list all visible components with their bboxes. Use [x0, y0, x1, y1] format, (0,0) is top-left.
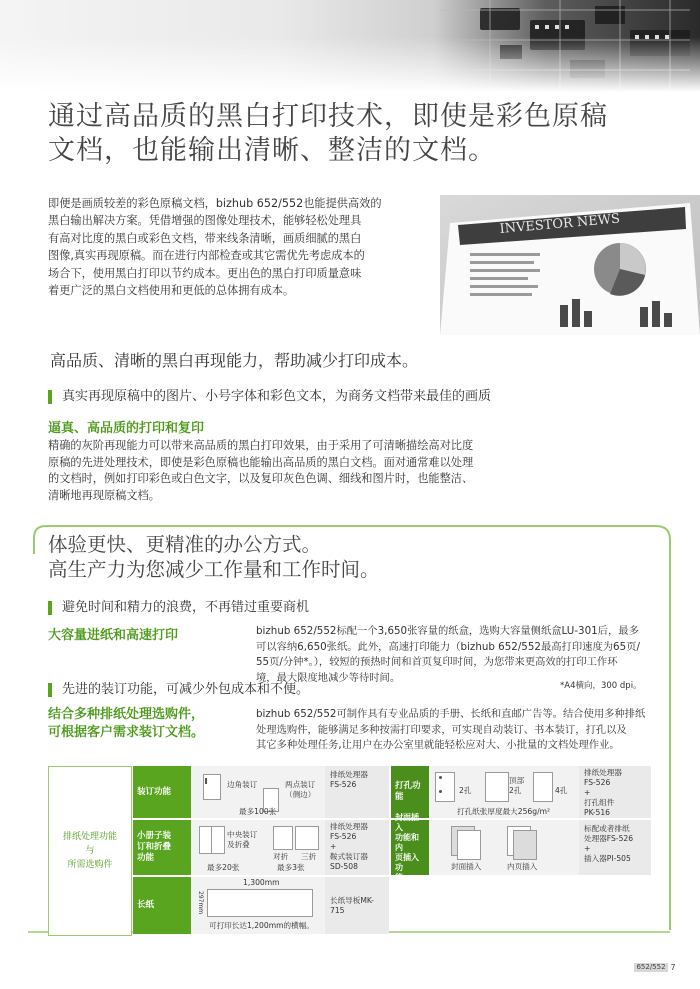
- option-line: 处理器FS-526: [584, 834, 634, 843]
- header-photo: [0, 0, 700, 92]
- intro-line: 即便是画质较差的彩色原稿文档，bizhub 652/552也能提供高效的: [48, 197, 382, 210]
- footer-page-number: 7: [670, 963, 676, 972]
- staple-illustration: [191, 766, 325, 818]
- option-line: PK-516: [584, 808, 610, 817]
- label-line: 功能和内: [395, 832, 419, 852]
- paragraph-line: 可以容纳6,650张纸。此外，高速打印能力（bizhub 652/552最高打印速度为65页/: [256, 640, 640, 653]
- banner-caption: 可打印长达1,200mm的横幅。: [209, 921, 314, 930]
- label-staple: 装订功能: [133, 766, 191, 818]
- footer-model: 652/552: [634, 963, 668, 972]
- booklet-illustration: [191, 820, 325, 875]
- section-title-line-1: 体验更快、更精准的办公方式。: [48, 533, 322, 556]
- paragraph-line: 其它多种处理任务,让用户在办公室里就能轻松应对大、小批量的文档处理作业。: [256, 739, 620, 752]
- table-left-label: [48, 766, 132, 936]
- punch-option: [579, 766, 651, 818]
- label-line: 页插入功: [395, 852, 419, 872]
- banner-option: 长纸导板MK-715: [325, 877, 389, 934]
- four-hole-text: 4孔: [555, 786, 568, 795]
- intro-line: 图像,真实再现原稿。而在进行内部检查或其它需优先考虑成本的: [48, 249, 365, 263]
- intro-line: 有高对比度的黑白或彩色文档，带来线条清晰，画质细腻的黑白: [48, 231, 362, 245]
- paragraph-line: 清晰地再现原稿文档。: [48, 488, 160, 502]
- staple-max-text: 最多100张: [239, 807, 277, 816]
- paragraph-line: 精确的灰阶再现能力可以带来高品质的黑白打印效果，由于采用了可清晰描绘高对比度: [48, 439, 474, 452]
- newsletter-masthead: INVESTOR NEWS: [499, 211, 621, 237]
- paragraph-line: 55页/分钟*。），较短的预热时间和首页复印时间，为您带来更高效的打印工作环: [256, 656, 618, 669]
- label-line: 小册子装: [137, 831, 172, 841]
- label-banner: 长纸: [133, 877, 191, 934]
- left-label-line: 排纸处理功能: [62, 832, 117, 842]
- banner-illustration: [191, 877, 325, 934]
- section-subtitle-finishing: 先进的装订功能，可减少外包成本和不便。: [48, 683, 309, 697]
- staple-option: [325, 766, 389, 818]
- label-insert: [391, 812, 429, 882]
- page-title: [48, 100, 608, 168]
- option-line: +: [584, 788, 591, 797]
- booklet-max3-text: 最多3张: [277, 863, 305, 872]
- paragraph-line: bizhub 652/552可制作具有专业品质的手册、长纸和直邮广告等。结合使用多种排纸: [256, 708, 646, 720]
- page-title-line-2: 文档，也能输出清晰、整洁的文档。: [48, 135, 496, 166]
- label-booklet: [133, 820, 191, 875]
- paragraph-line: 的文档时，例如打印彩色或白色文字，以及复印灰色色调、细线和图片时，也能整洁、: [48, 472, 474, 485]
- option-line: 插入器PI-505: [584, 854, 631, 863]
- option-line: FS-526: [330, 832, 357, 841]
- intro-paragraph: [48, 195, 424, 299]
- intro-line: 场合下，使用黑白打印以节约成本。更出色的黑白打印质量意味: [48, 266, 362, 280]
- intro-line: 着更广泛的黑白文档使用和更低的总体拥有成本。: [48, 284, 295, 298]
- option-line: SD-508: [330, 862, 358, 871]
- banner-height-text: 297mm: [197, 891, 204, 915]
- option-line: +: [584, 844, 591, 853]
- booklet-max20-text: 最多20张: [207, 863, 240, 872]
- paragraph-line: 原稿的先进处理技术，即使是彩色原稿也能输出高品质的黑白文档。面对通常难以处理: [48, 455, 474, 469]
- corner-staple-text: 边角装订: [227, 780, 258, 789]
- quality-paragraph: [48, 438, 548, 504]
- section-subtitle-time: 避免时间和精力的浪费，不再错过重要商机: [48, 601, 309, 615]
- insert-illustration: [429, 820, 579, 875]
- cover-insert-text: 封面插入: [451, 862, 482, 871]
- footnote: *A4横向，300 dpi。: [560, 681, 642, 691]
- section-title-productivity: [48, 532, 380, 582]
- heading-paper-capacity: 大容量进纸和高速打印: [48, 628, 179, 643]
- center-line: 中央装订: [227, 830, 258, 839]
- half-fold-text: 对折: [273, 852, 289, 861]
- option-line: +: [330, 842, 337, 851]
- section-title-line-2: 高生产力为您减少工作量和工作时间。: [48, 558, 380, 581]
- label-line: 封面插入: [395, 812, 419, 832]
- option-line: FS-526: [584, 778, 611, 787]
- page-footer: [634, 963, 676, 972]
- option-line: 鞍式装订器: [330, 852, 368, 861]
- booklet-option: [325, 820, 389, 875]
- heading-finishing: [48, 706, 204, 742]
- label-line: 功能: [137, 853, 155, 863]
- inner-insert-text: 内页插入: [507, 862, 538, 871]
- tri-fold-text: 三折: [301, 852, 317, 861]
- label-line: 能: [395, 872, 403, 882]
- option-line: 标配或者排纸: [584, 824, 630, 833]
- page-title-line-1: 通过高品质的黑白打印技术，即使是彩色原稿: [48, 101, 608, 132]
- paragraph-line: 处理选购件，能够满足多种按需打印要求，可实现自动装订、书本装订，打孔以及: [256, 723, 627, 736]
- two-point-staple-text: [285, 780, 315, 800]
- top-two-hole-line: 2孔: [509, 786, 522, 795]
- option-line: 排纸处理器: [330, 770, 368, 779]
- paragraph-line: bizhub 652/552标配一个3,650张容量的纸盒，选购大容量侧纸盒LU-301后，最多: [256, 625, 639, 637]
- left-label-line: 与: [85, 846, 95, 856]
- paragraph-line: 境，最大限度地减少等待时间。: [256, 671, 401, 684]
- center-staple-text: [227, 830, 257, 850]
- label-line: 订和折叠: [137, 842, 172, 852]
- insert-option: [579, 820, 651, 875]
- banner-width-text: 1,300mm: [243, 878, 280, 887]
- two-point-line: （侧边）: [285, 790, 316, 799]
- intro-line: 黑白输出解决方案。凭借增强的图像处理技术，能够轻松处理具: [48, 214, 362, 228]
- left-label-line: 所需选购件: [67, 860, 113, 870]
- option-line: FS-526: [330, 780, 357, 789]
- punch-illustration: [429, 766, 579, 818]
- punch-caption: 打孔纸张厚度最大256g/m²: [457, 807, 551, 816]
- center-line: 及折叠: [227, 840, 250, 849]
- section-subtitle-quality: 真实再现原稿中的图片、小号字体和彩色文本，为商务文档带来最佳的画质: [48, 390, 491, 404]
- section-title-quality: 高品质、清晰的黑白再现能力，帮助减少打印成本。: [50, 351, 419, 370]
- capacity-paragraph: [256, 624, 651, 686]
- label-punch: 打孔功能: [391, 766, 429, 818]
- option-line: 排纸处理器: [330, 822, 368, 831]
- heading-realistic-print: 逼真、高品质的打印和复印: [48, 421, 205, 436]
- option-line: 打孔组件: [584, 798, 615, 807]
- two-point-line: 两点装订: [285, 780, 316, 789]
- printed-document-photo: [440, 195, 700, 335]
- heading-line: 结合多种排纸处理选购件，: [48, 707, 205, 722]
- finishing-paragraph: [256, 707, 651, 754]
- top-two-hole-text: [509, 776, 524, 796]
- two-hole-text: 2孔: [459, 786, 472, 795]
- heading-line: 可根据客户需求装订文档。: [48, 725, 205, 740]
- option-line: 排纸处理器: [584, 768, 622, 777]
- top-two-hole-line: 顶部: [509, 776, 525, 785]
